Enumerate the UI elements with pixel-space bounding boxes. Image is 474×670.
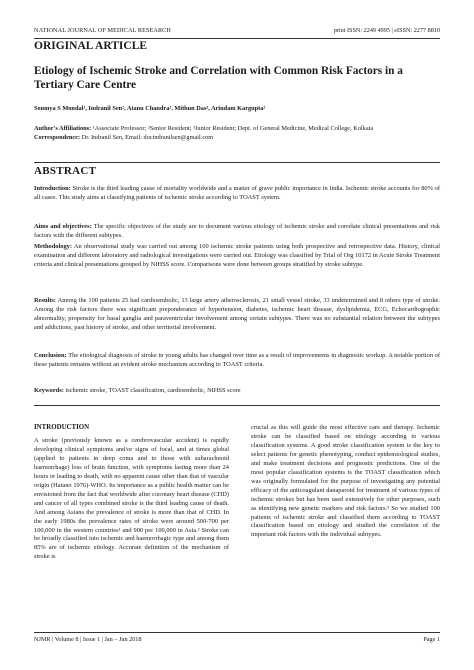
page-number: Page 1 [423,636,440,643]
abstract-conclusion-label: Conclusion: [34,352,67,359]
abstract-results-text: Among the 100 patients 25 had cardioembolic, 13 large artery atherosclerosis, 21 small vessel stroke, 33 undetermined and 8 others type of stroke. Among the risk factors there was significant preponderance of hypertension, diabetes, ischemic heart disease, dyslipidemia, ECG, Echocardiographic abnormality, propensity for basal ganglia and paraventricular involvement among certain subtypes. There was no substantial relation between the subtypes and addictions, past history of stroke, and other territorial involvement. [34,297,440,331]
abstract-introduction-text: Stroke is the third leading cause of mortality worldwide and a matter of grave public importance in India. Ischemic stroke accounts for 80% of all cases. This study aims at classifying patients of ischemic stroke according to TOAST system. [34,185,440,201]
abstract-bottom-rule [34,405,440,406]
issn-info: print ISSN: 2249 4995 | eISSN: 2277 8810 [333,27,440,34]
abstract-results [34,297,440,333]
abstract-results-label: Results: [34,297,57,304]
correspondence-label: Correspondence: [34,134,81,141]
introduction-left-column: A stroke (previously known as a cerebrovascular accident) is rapidly developing clinical symptoms and/or signs of focal, and at times global (applied to patients in deep coma and to those with subarachnoid haemorrhage) loss of brain function, with symptoms lasting more than 24 hours or leading to death, with no apparent cause other than that of vascular origin (Hatano 1976)-WHO. Its importance as a public health matter can be envisioned from the fact that worldwide after coronary heart disease (CHD) and cancer of all types combined stroke is the third leading cause of death. And among Asians the prevalence of stroke is more than that of CHD. In the early 1980s the prevalence rates of stroke were around 500-700 per 100,000 in the western countries¹ and 900 per 100,000 in Asia.² Stroke can be broadly classified into ischemic and haemorrhagic type and among them 85% are of ischemic etiology. Accurate definition of the mechanism of stroke is [34,437,229,561]
affiliations-block [34,124,440,142]
abstract-aims-text: The specific objectives of the study are to document various etiology of ischemic stroke and correlate clinical presentations and risk factors with the different subtypes. [34,223,440,239]
abstract-methodology-label: Methodology: [34,243,72,250]
abstract-introduction [34,185,440,203]
abstract-conclusion-text: The etiological diagnosis of stroke in young adults has changed over time as a result of improvements in diagnostic workup. A notable portion of these patients remains without an evident stroke mechanism according to TOAST criteria. [34,352,440,368]
footer-citation: NJMR | Volume 8 | Issue 1 | Jan – Jun 2018 [34,636,142,643]
abstract-methodology-text: An observational study was carried out among 100 ischemic stroke patients using both prospective and retrospective data. History, clinical examination and different laboratory and radiological investigations were carried out. Etiology was classified by Trial of Org 10172 in Acute Stroke Treatment criteria and clinical presentations grouped by NIHSS score. Comparisons were done between groups stratified by stroke subtype. [34,243,441,268]
abstract-title: ABSTRACT [34,165,97,177]
correspondence [34,133,440,142]
affiliations-label: Author's Affiliations: [34,125,92,132]
introduction-heading: INTRODUCTION [34,424,90,431]
article-type: ORIGINAL ARTICLE [34,40,148,52]
abstract-top-rule [34,162,440,163]
abstract-conclusion [34,352,440,370]
article-title: Etiology of Ischemic Stroke and Correlation with Common Risk Factors in a Tertiary Care Centre [34,65,403,91]
header-rule [34,38,440,39]
abstract-introduction-label: Introduction: [34,185,71,192]
author-list: Soumya S Mondal¹, Indranil Sen², Atanu Chandra², Mithun Das³, Arindam Kargupta² [34,105,266,112]
abstract-keywords-text: ischemic stroke, TOAST classification, cardioembolic, NIHSS score [65,387,241,394]
affiliations-text: ¹Associate Professor; ²Senior Resident; ³Junior Resident; Dept. of General Medicine, Medical College, Kolkata [92,125,374,132]
affiliations [34,124,440,133]
footer-rule [34,632,440,633]
journal-name: NATIONAL JOURNAL OF MEDICAL RESEARCH [34,27,171,34]
introduction-right-column: crucial as this will guide the most effective care and therapy. Ischemic stroke can be classified based on etiology according to various classification systems. A good stroke classification system is the key to select patients for genetic phenotyping, conduct epidemiological studies, and make treatment decisions and prognostic predictions. One of the most popular classification systems is the TOAST classification which was originally formulated for the purpose of investigating any potential efficacy of the anticoagulant danaparoid for treatment of various types of ischemic strokes but has been used extensively for other purposes, such as identifying new genetic markers and risk factors.³ So we studied 100 patients of ischemic stroke and classified them according to TOAST classification based on etiology and studied the correlation of the important risk factors with the individual subtypes. [251,424,440,539]
abstract-keywords [34,387,440,396]
abstract-aims [34,223,440,241]
abstract-methodology [34,243,440,270]
abstract-aims-label: Aims and objectives: [34,223,92,230]
correspondence-text: Dr. Indranil Sen, Email: docindranilsen@gmail.com [81,134,214,141]
abstract-keywords-label: Keywords: [34,387,64,394]
